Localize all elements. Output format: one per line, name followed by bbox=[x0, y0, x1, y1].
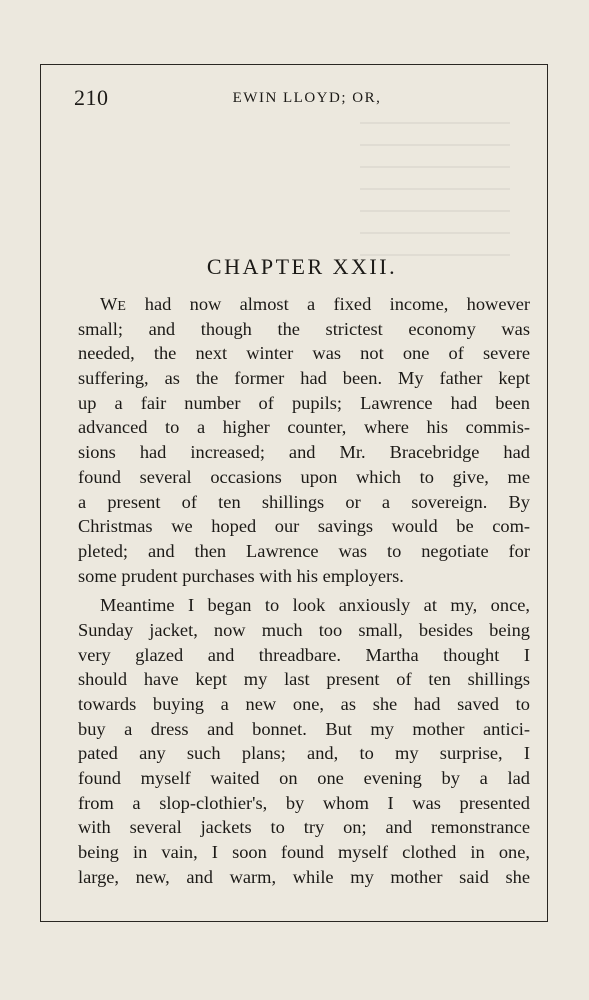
text-line: small; and though the strictest economy was bbox=[78, 318, 530, 339]
text-line: some prudent purchases with his employers. bbox=[78, 565, 404, 586]
text-line: from a slop-clothier's, by whom I was presented bbox=[78, 792, 530, 813]
text-line: found myself waited on one evening by a lad bbox=[78, 768, 530, 789]
running-title: EWIN LLOYD; OR, bbox=[232, 90, 382, 106]
lead-word-rest: E bbox=[117, 299, 127, 314]
text-line: buy a dress and bonnet. But my mother antici- bbox=[78, 718, 530, 739]
text-line: suffering, as the former had been. My father kept bbox=[78, 368, 530, 389]
show-through-texture bbox=[360, 122, 510, 262]
text-line: pated any such plans; and, to my surprise, I bbox=[78, 743, 530, 764]
text-line: a present of ten shillings or a sovereign. By bbox=[78, 491, 530, 512]
text-line: large, new, and warm, while my mother said she bbox=[78, 866, 530, 887]
page-number: 210 bbox=[74, 85, 109, 110]
text-line: found several occasions upon which to give, me bbox=[78, 466, 530, 487]
chapter-heading: CHAPTER XXII. bbox=[206, 254, 398, 279]
text-line: Sunday jacket, now much too small, besides being bbox=[78, 619, 530, 640]
text-line: WE had now almost a fixed income, however bbox=[100, 294, 530, 314]
paragraph bbox=[78, 593, 530, 889]
text-line: with several jackets to try on; and remonstrance bbox=[78, 817, 530, 838]
text-line: very glazed and threadbare. Martha thought I bbox=[78, 644, 530, 665]
text-line: advanced to a higher counter, where his commis- bbox=[78, 417, 530, 438]
text-line: being in vain, I soon found myself clothed in one, bbox=[78, 842, 530, 863]
lead-word: WE bbox=[100, 294, 127, 314]
text-line: towards buying a new one, as she had saved to bbox=[78, 694, 530, 714]
text-line: up a fair number of pupils; Lawrence had been bbox=[78, 392, 530, 413]
paragraph bbox=[78, 292, 530, 588]
text-line: Christmas we hoped our savings would be com- bbox=[78, 516, 530, 537]
text-line: sions had increased; and Mr. Bracebridge had bbox=[78, 442, 530, 463]
body-text bbox=[78, 292, 530, 890]
text-line: Meantime I began to look anxiously at my, once, bbox=[100, 595, 530, 616]
text-line: pleted; and then Lawrence was to negotiate for bbox=[78, 540, 530, 561]
running-head bbox=[74, 85, 530, 115]
text-line: should have kept my last present of ten shillings bbox=[78, 669, 530, 690]
text-line: needed, the next winter was not one of severe bbox=[78, 343, 530, 364]
